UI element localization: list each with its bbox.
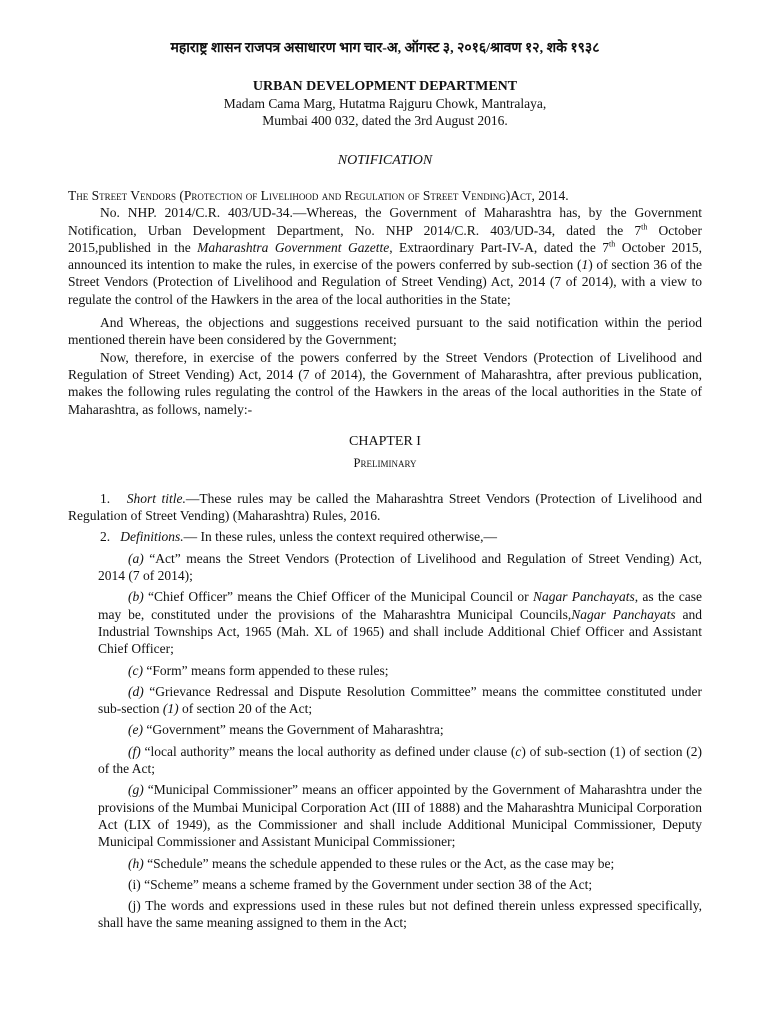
preamble-paragraph-3: Now, therefore, in exercise of the powers conferred by the Street Vendors (Protection of Livelihood and Regulation of Street Vending) Act, 2014 (7 of 2014), the Government of Maharashtra, after previous publication, makes the following rules regulating the control of the Hawkers in the areas of the local authorities in the State of Maharashtra, as follows, namely:- [68,349,702,417]
department-title: URBAN DEVELOPMENT DEPARTMENT [252,79,518,94]
rule-definitions: 2. Definitions.— In these rules, unless the context required otherwise,— [100,529,498,545]
definition-g: (g) “Municipal Commissioner” means an officer appointed by the Government of Maharashtra under the provisions of the Mumbai Municipal Corporation Act (III of 1888) and the Maharashtra Municipal Corporation Act (LIX of 1949), as the Commissioner and shall include Additional Municipal Commissioner, Deputy Municipal Commissioner and Assistant Municipal Commissioner; [98,782,702,850]
definition-c: (c) “Form” means form appended to these rules; [128,662,389,678]
definition-f: (f) “local authority” means the local authority as defined under clause (c) of sub-section (1) of section (2) of the Act; [98,743,702,777]
definition-a: (a) “Act” means the Street Vendors (Protection of Livelihood and Regulation of Street Vending) Act, 2014 (7 of 2014); [98,550,702,584]
definition-i: (i) “Scheme” means a scheme framed by the Government under section 38 of the Act; [128,876,593,892]
preamble-paragraph-1: No. NHP. 2014/C.R. 403/UD-34.—Whereas, the Government of Maharashtra has, by the Government Notification, Urban Development Department, No. NHP 2014/C.R. 403/UD-34, dated the 7th October 2015,published in the Maharashtra Government Gazette, Extraordinary Part-IV-A, dated the 7th October 2015, announced its intention to make the rules, in exercise of the powers conferred by sub-section (1) of section 36 of the Street Vendors (Protection of Livelihood and Regulation of Street Vending) Act, 2014 (7 of 2014), with a view to regulate the control of the Hawkers in the area of the local authorities in the State; [68,205,703,307]
chapter-heading: CHAPTER I [349,433,421,449]
preamble-paragraph-2: And Whereas, the objections and suggestions received pursuant to the said notification within the period mentioned therein have been considered by the Government; [68,315,702,348]
rule-short-title: 1. Short title.—These rules may be called the Maharashtra Street Vendors (Protection of Livelihood and Regulation of Street Vending) (Maharashtra) Rules, 2016. [68,490,703,524]
notification-title: NOTIFICATION [337,153,433,168]
act-title: The Street Vendors (Protection of Livelihood and Regulation of Street Vending)Act, 2014. [68,188,569,203]
definition-h: (h) “Schedule” means the schedule appended to these rules or the Act, as the case may be; [128,855,615,871]
address-line-1: Madam Cama Marg, Hutatma Rajguru Chowk, Mantralaya, [223,96,547,111]
definition-e: (e) “Government” means the Government of Maharashtra; [128,722,444,738]
gazette-header: महाराष्ट्र शासन राजपत्र असाधारण भाग चार-अ, ऑगस्ट ३, २०१६/श्रावण १२, शके १९३८ [170,41,600,56]
gazette-page [68,0,702,932]
definition-d: (d) “Grievance Redressal and Dispute Resolution Committee” means the committee constituted under sub-section (1) of section 20 of the Act; [98,683,702,717]
definition-j: (j) The words and expressions used in these rules but not defined therein unless expressed specifically, shall have the same meaning assigned to them in the Act; [98,898,702,931]
chapter-subheading: Preliminary [353,455,417,470]
address-line-2: Mumbai 400 032, dated the 3rd August 2016. [262,113,508,128]
definition-b: (b) “Chief Officer” means the Chief Officer of the Municipal Council or Nagar Panchayats, as the case may be, constituted under the provisions of the Maharashtra Municipal Councils,Nagar Panchayats and Industrial Townships Act, 1965 (Mah. XL of 1965) and shall include Additional Chief Officer and Assistant Chief Officer; [98,589,703,657]
